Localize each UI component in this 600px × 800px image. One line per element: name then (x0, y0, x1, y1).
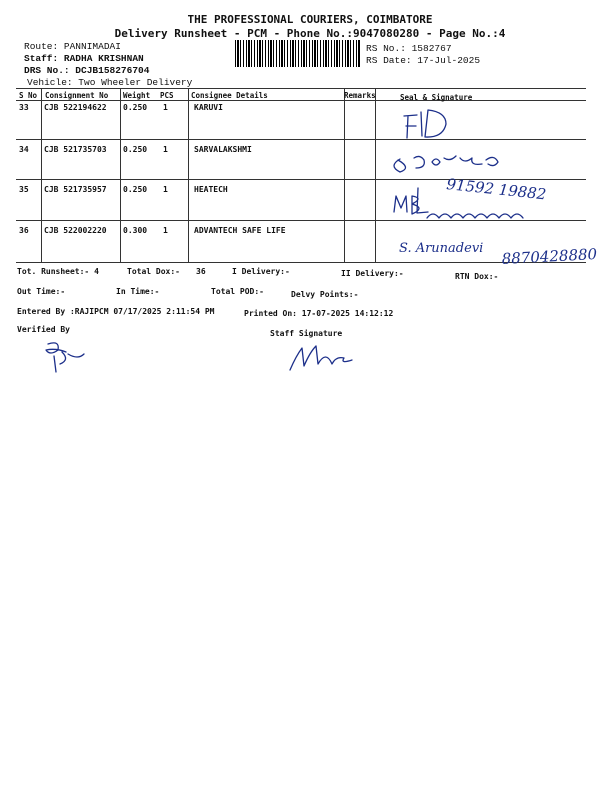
col-consignee-header: Consignee Details (191, 91, 268, 100)
verified-by: Verified By (17, 325, 70, 334)
staff-signature-label: Staff Signature (270, 329, 343, 338)
vehicle-label: Vehicle: Two Wheeler Delivery (27, 77, 193, 88)
delvy-points: Delvy Points:- (291, 290, 359, 299)
col-sno-header: S No (19, 91, 38, 100)
total-pod: Total POD:- (211, 287, 264, 296)
col-remarks-header: Remarks (344, 91, 376, 100)
rs-number: RS No.: 1582767 (366, 43, 452, 54)
row-consignee: SARVALAKSHMI (194, 145, 252, 154)
col-pcs-header: PCS (160, 91, 174, 100)
svg-text:91592 19882: 91592 19882 (445, 175, 548, 204)
row-consignee: HEATECH (194, 185, 228, 194)
runsheet-subtitle: Delivery Runsheet - PCM - Phone No.:9047080280 - Page No.:4 (114, 27, 506, 40)
row-pcs: 1 (163, 145, 168, 154)
row-weight: 0.250 (123, 185, 148, 194)
row-sno: 35 (19, 185, 29, 194)
row-weight: 0.250 (123, 145, 148, 154)
company-title: THE PROFESSIONAL COURIERS, COIMBATORE (187, 13, 433, 26)
drs-number: DRS No.: DCJB158276704 (24, 65, 150, 76)
row-pcs: 1 (163, 226, 168, 235)
col-seal-header: Seal & Signature (400, 93, 473, 102)
row-sno: 34 (19, 145, 29, 154)
col-consignment-header: Consignment No (45, 91, 109, 100)
row-pcs: 1 (163, 185, 168, 194)
row-weight: 0.300 (123, 226, 148, 235)
route-label: Route: PANNIMADAI (24, 41, 121, 52)
row-consignee: KARUVI (194, 103, 223, 112)
total-dox-value: 36 (196, 267, 206, 276)
staff-label: Staff: RADHA KRISHNAN (24, 53, 144, 64)
row-sno: 36 (19, 226, 29, 235)
i-delivery: I Delivery:- (232, 267, 290, 276)
col-weight-header: Weight (123, 91, 151, 100)
row-sno: 33 (19, 103, 29, 112)
row-consignee: ADVANTECH SAFE LIFE (194, 226, 286, 235)
svg-text:8870428880: 8870428880 (501, 245, 598, 268)
printed-on: Printed On: 17-07-2025 14:12:12 (244, 309, 394, 318)
row-pcs: 1 (163, 103, 168, 112)
out-time: Out Time:- (17, 287, 66, 296)
row-consignment: CJB 522002220 (44, 226, 107, 235)
tot-runsheet: Tot. Runsheet:- 4 (17, 267, 99, 276)
row-consignment: CJB 522194622 (44, 103, 107, 112)
row-consignment: CJB 521735703 (44, 145, 107, 154)
entered-by: Entered By :RAJIPCM 07/17/2025 2:11:54 PM (17, 307, 215, 316)
row-consignment: CJB 521735957 (44, 185, 107, 194)
in-time: In Time:- (116, 287, 160, 296)
ii-delivery: II Delivery:- (341, 269, 404, 278)
rs-date: RS Date: 17-Jul-2025 (366, 55, 481, 66)
row-weight: 0.250 (123, 103, 148, 112)
svg-text:S. Arunadevi: S. Arunadevi (399, 241, 484, 256)
total-dox-label: Total Dox:- (127, 267, 180, 276)
rtn-dox: RTN Dox:- (455, 272, 499, 281)
